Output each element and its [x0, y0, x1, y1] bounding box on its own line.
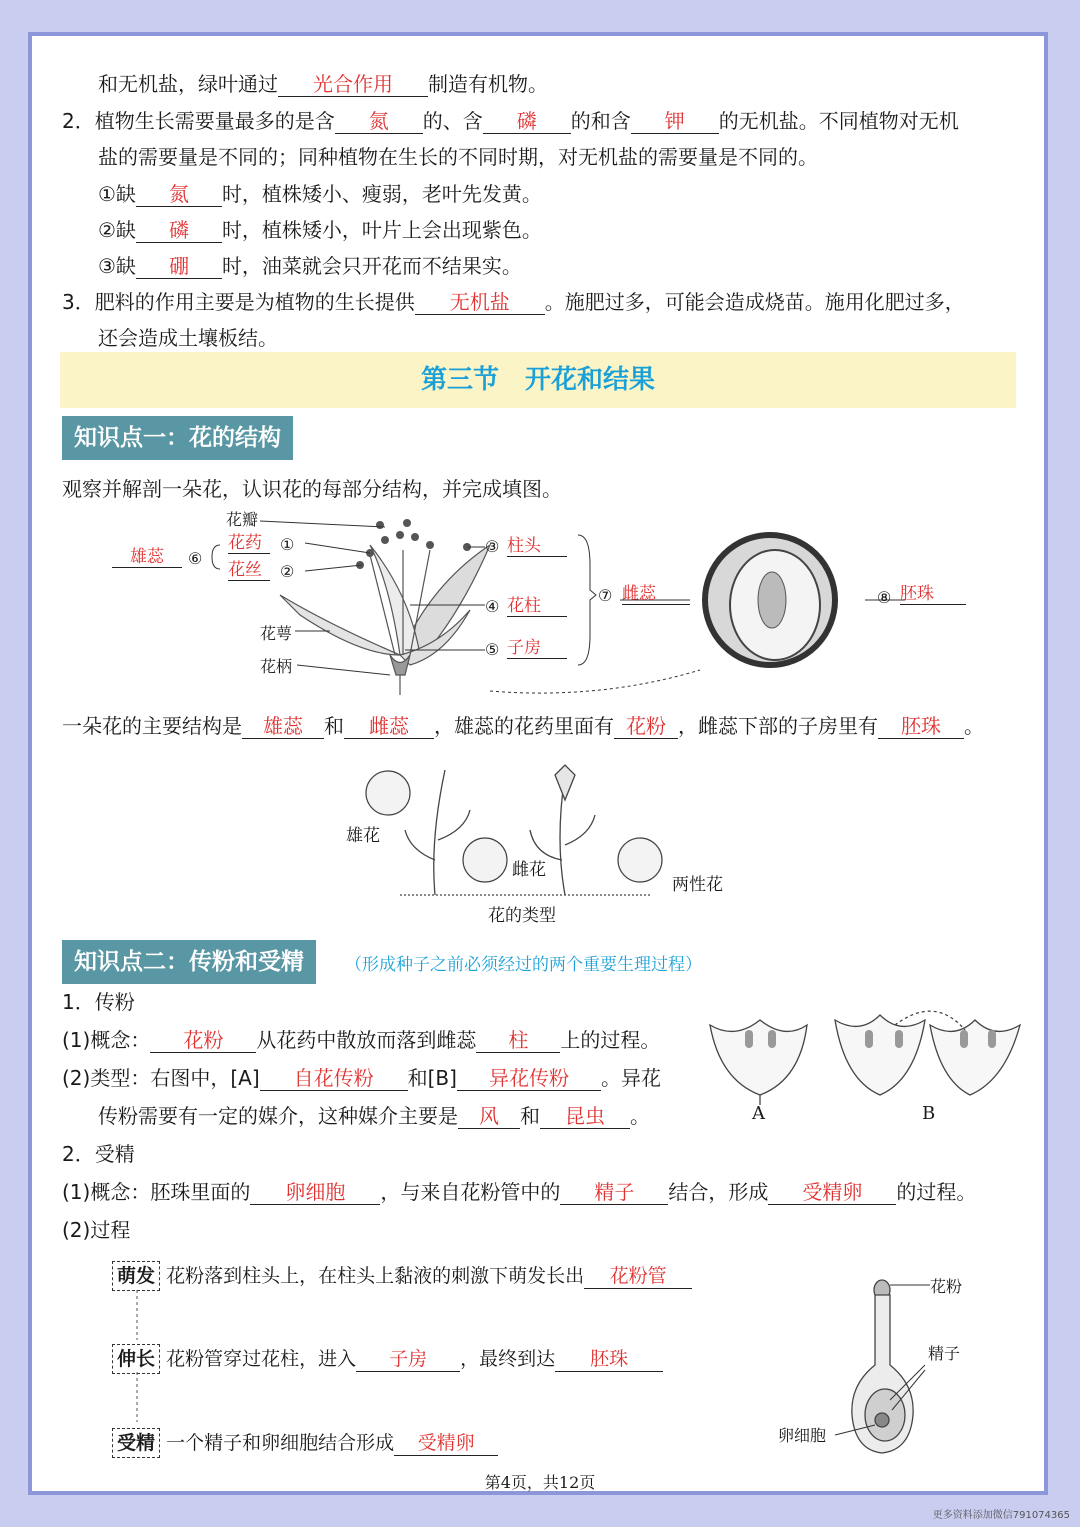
text: (1)概念：	[62, 1028, 151, 1052]
label-petal: 花瓣	[226, 510, 259, 529]
line-5	[98, 216, 542, 244]
answer-blank: 磷	[483, 109, 571, 134]
section-banner	[60, 352, 1016, 408]
answer-ovule: 胚珠	[900, 584, 966, 605]
answer-blank: 硼	[136, 254, 222, 279]
flower-illustration	[280, 545, 490, 695]
answer-stigma: 柱头	[507, 536, 567, 557]
text: 时，植株矮小，叶片上会出现紫色。	[221, 218, 542, 242]
pollination-media	[98, 1102, 650, 1130]
text: 和	[520, 1104, 540, 1128]
label-pedicel: 花柄	[260, 657, 293, 676]
marker-6: ⑥	[188, 549, 203, 568]
text: 传粉需要有一定的媒介，这种媒介主要是	[98, 1104, 458, 1128]
text: 时，植株矮小、瘦弱，老叶先发黄。	[221, 182, 542, 206]
fertilization-concept	[62, 1178, 976, 1206]
pollination-concept	[62, 1026, 660, 1054]
text: 结合，形成	[668, 1180, 769, 1204]
answer-blank: 花粉管	[584, 1264, 692, 1289]
marker-1: ①	[280, 535, 295, 554]
line-1	[98, 70, 548, 98]
line-6	[98, 252, 522, 280]
answer-ovary: 子房	[507, 638, 567, 659]
flower-types-illustration	[350, 760, 690, 910]
text: 和	[324, 714, 344, 738]
figure-label-a: A	[752, 1103, 765, 1124]
answer-pistil: 雌蕊	[622, 584, 690, 605]
knowledge-point-1-title: 知识点一：花的结构	[62, 416, 293, 460]
line-2	[62, 107, 959, 135]
text: 的和含	[570, 109, 631, 133]
marker-3: ③	[485, 537, 500, 556]
text: 上的过程。	[560, 1028, 661, 1052]
text: 。异花	[600, 1066, 661, 1090]
answer-filament: 花丝	[228, 560, 270, 581]
text: (1)概念：胚珠里面的	[62, 1180, 251, 1204]
label-female-flower: 雌花	[512, 860, 546, 880]
label-bisexual-flower: 两性花	[672, 875, 723, 895]
figure-label-b: B	[922, 1103, 936, 1124]
text: 制造有机物。	[428, 72, 548, 96]
answer-anther: 花药	[228, 533, 270, 554]
step-box: 萌发	[112, 1261, 160, 1291]
answer-blank: 氮	[335, 109, 423, 134]
text: 2．植物生长需要量最多的是含	[62, 109, 335, 133]
answer-stamen: 雄蕊	[112, 547, 182, 568]
knowledge-point-2-title: 知识点二：传粉和受精	[62, 940, 316, 984]
answer-blank: 雌蕊	[344, 714, 434, 739]
pollination-types	[62, 1064, 661, 1092]
text: 时，油菜就会只开花而不结果实。	[221, 254, 522, 278]
answer-blank: 花粉	[614, 714, 678, 739]
text: 。	[964, 714, 984, 738]
answer-blank: 异花传粉	[457, 1066, 601, 1091]
process-heading: (2)过程	[62, 1218, 131, 1242]
text: 一个精子和卵细胞结合形成	[166, 1432, 395, 1454]
process-step-fertilization	[112, 1428, 498, 1458]
line-7	[62, 288, 965, 316]
text: ③缺	[98, 254, 136, 278]
answer-blank: 雄蕊	[242, 714, 324, 739]
text: ①缺	[98, 182, 136, 206]
text: 花粉管穿过花柱，进入	[166, 1348, 357, 1370]
label-sperm: 精子	[928, 1344, 961, 1363]
line-3: 盐的需要量是不同的；同种植物在生长的不同时期，对无机盐的需要量是不同的。	[98, 145, 818, 169]
answer-blank: 胚珠	[878, 714, 964, 739]
marker-8: ⑧	[877, 588, 892, 607]
heading-pollination: 1．传粉	[62, 990, 135, 1014]
answer-blank: 自花传粉	[260, 1066, 408, 1091]
text: ，雌蕊下部的子房里有	[678, 714, 878, 738]
line-4	[98, 180, 542, 208]
flower-types-caption: 花的类型	[488, 906, 556, 926]
marker-7: ⑦	[598, 586, 613, 605]
text: 的无机盐。不同植物对无机	[718, 109, 959, 133]
text: ，雄蕊的花药里面有	[434, 714, 614, 738]
process-step-elongation	[112, 1344, 663, 1374]
answer-blank: 子房	[356, 1347, 460, 1372]
text: 的过程。	[896, 1180, 977, 1204]
text: 3．肥料的作用主要是为植物的生长提供	[62, 290, 415, 314]
text: 。	[630, 1104, 650, 1128]
watermark: 更多资料添加微信791074365	[932, 1510, 1070, 1521]
text: ，与来自花粉管中的	[380, 1180, 561, 1204]
kp2-note: （形成种子之前必须经过的两个重要生理过程）	[345, 955, 702, 975]
pollination-figures	[705, 1000, 1025, 1105]
page-footer: 第4页，共12页	[484, 1473, 596, 1492]
pistil-fertilization-diagram	[830, 1275, 940, 1460]
answer-blank: 磷	[136, 218, 222, 243]
process-step-germination	[112, 1261, 692, 1291]
marker-5: ⑤	[485, 640, 500, 659]
text: 花粉落到柱头上，在柱头上黏液的刺激下萌发长出	[166, 1265, 585, 1287]
marker-2: ②	[280, 562, 295, 581]
step-box: 受精	[112, 1428, 160, 1458]
text: (2)类型：右图中，[A]	[62, 1066, 260, 1090]
answer-blank: 受精卵	[768, 1180, 896, 1205]
ovule-magnified	[705, 535, 835, 665]
text: 和无机盐，绿叶通过	[98, 72, 278, 96]
answer-blank: 昆虫	[540, 1104, 630, 1129]
answer-blank: 钾	[631, 109, 719, 134]
text: 一朵花的主要结构是	[62, 714, 242, 738]
answer-blank: 花粉	[150, 1028, 256, 1053]
answer-blank: 光合作用	[278, 72, 428, 97]
answer-blank: 卵细胞	[250, 1180, 380, 1205]
label-male-flower: 雄花	[346, 826, 380, 846]
step-box: 伸长	[112, 1344, 160, 1374]
text: 的、含	[422, 109, 483, 133]
label-sepal: 花萼	[260, 624, 293, 643]
heading-fertilization: 2．受精	[62, 1142, 135, 1166]
answer-blank: 风	[458, 1104, 520, 1129]
label-egg-cell: 卵细胞	[778, 1426, 827, 1445]
text: ②缺	[98, 218, 136, 242]
main-structure-sentence	[62, 712, 984, 740]
text: 。施肥过多，可能会造成烧苗。施用化肥过多，	[544, 290, 965, 314]
answer-blank: 柱	[476, 1028, 560, 1053]
section-title: 第三节 开花和结果	[420, 365, 655, 395]
text: 从花药中散放而落到雌蕊	[256, 1028, 477, 1052]
answer-blank: 无机盐	[415, 290, 545, 315]
answer-blank: 受精卵	[394, 1431, 498, 1456]
marker-4: ④	[485, 597, 500, 616]
answer-blank: 氮	[136, 182, 222, 207]
label-pollen: 花粉	[930, 1277, 963, 1296]
answer-blank: 胚珠	[555, 1347, 663, 1372]
text: ，最终到达	[460, 1348, 556, 1370]
answer-style: 花柱	[507, 596, 567, 617]
answer-blank: 精子	[560, 1180, 668, 1205]
line-8: 还会造成土壤板结。	[98, 326, 278, 350]
kp1-intro: 观察并解剖一朵花，认识花的每部分结构，并完成填图。	[62, 477, 562, 501]
text: 和[B]	[407, 1066, 457, 1090]
